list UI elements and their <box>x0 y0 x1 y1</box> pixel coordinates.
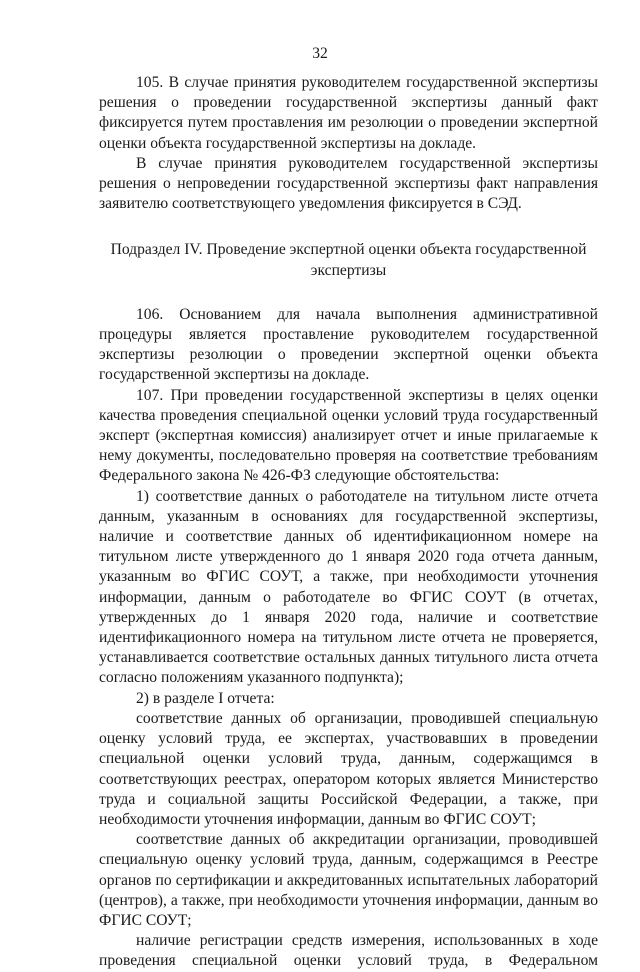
subitem-2-accreditation-data: соответствие данных об аккредитации организации, проводившей специальную оценку условий труда, данным, содержащимся в Реестре органов по сертификации и аккредитованных испытательных лабораторий (центров), а также, при необходимости уточнения информации, данным во ФГИС СОУТ; <box>99 831 598 929</box>
paragraph-106: 106. Основанием для начала выполнения административной процедуры является проставление руководителем государственной экспертизы резолюции о проведении экспертной оценки объекта государственной экспертизы на докладе. <box>99 305 598 384</box>
paragraph-107: 107. При проведении государственной экспертизы в целях оценки качества проведения специальной оценки условий труда государственный эксперт (экспертная комиссия) анализирует отчет и иные прилагаемые к нему документы, последовательно проверяя на соответствие требованиям Федерального закона № 426-ФЗ следующие обстоятельства: <box>99 386 598 485</box>
subitem-1: 1) соответствие данных о работодателе на титульном листе отчета данным, указанным в основаниях для государственной экспертизы, наличие и соответствие данных об идентификационном номере на титульном листе утвержденного до 1 января 2020 года отчета данным, указанным во ФГИС СОУТ, а также, при необходимости уточнения информации, данным о работодателе во ФГИС СОУТ (в отчетах, утвержденных до 1 января 2020 года, наличие и соответствие идентификационного номера на титульном листе отчета не проверяется, устанавливается соответствие остальных данных титульного листа отчета согласно положениям указанного подпункта); <box>99 487 598 687</box>
subitem-2: 2) в разделе I отчета: <box>136 689 275 707</box>
paragraph-105: 105. В случае принятия руководителем государственной экспертизы решения о проведении государственной экспертизы данный факт фиксируется путем проставления им резолюции о проведении экспертной оценки объекта государственной экспертизы на докладе. <box>99 74 598 152</box>
subsection-heading: Подраздел IV. Проведение экспертной оценки объекта государственной экспертизы <box>110 241 587 279</box>
document-body <box>99 73 598 972</box>
page-number: 32 <box>312 45 328 62</box>
subitem-2-measurement-registration: наличие регистрации средств измерения, использованных в ходе проведения специальной оценки условий труда, в Федеральном <box>99 932 598 970</box>
subitem-2-organization-data: соответствие данных об организации, проводившей специальную оценку условий труда, ее экспертах, участвовавших в проведении специальной оценки условий труда, данным, содержащимся в соответствующих реестрах, оператором которых является Министерство труда и социальной защиты Российской Федерации, а также, при необходимости уточнения информации, данным во ФГИС СОУТ; <box>99 709 598 828</box>
paragraph-105-continued: В случае принятия руководителем государственной экспертизы решения о непроведении государственной экспертизы факт направления заявителю соответствующего уведомления фиксируется в СЭД. <box>99 154 598 213</box>
